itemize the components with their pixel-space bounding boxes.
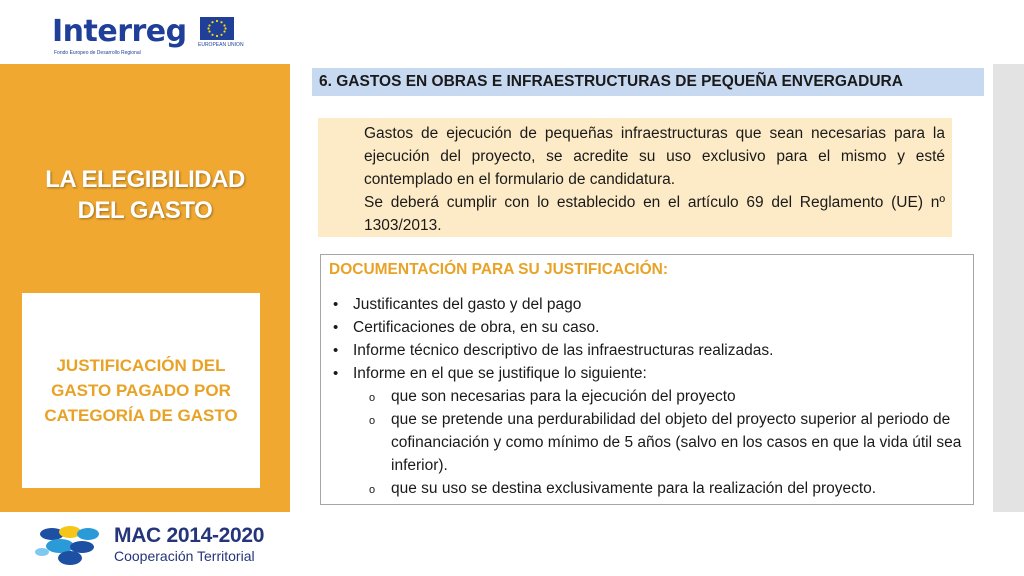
category-box <box>22 293 260 488</box>
panel-title-line1: LA ELEGIBILIDAD <box>45 166 245 193</box>
documentation-list <box>327 293 967 500</box>
description-paragraph-1: Gastos de ejecución de pequeñas infraestructuras que sean necesarias para la ejecución del proyecto, se acredite su uso exclusivo para el mismo y esté contemplado en el formulario de candidatura. <box>364 125 945 188</box>
mac-logo <box>30 520 270 570</box>
list-item <box>327 339 967 362</box>
description-box <box>318 118 952 237</box>
list-item <box>327 293 967 316</box>
eu-flag-icon <box>200 17 234 40</box>
program-subtitle: Cooperación Territorial <box>114 548 255 564</box>
list-item-text: Informe en el que se justifique lo siguiente: <box>353 365 647 382</box>
list-item-text: Justificantes del gasto y del pago <box>353 296 582 313</box>
circle-bullet-icon: o <box>369 484 376 496</box>
section-header: 6. GASTOS EN OBRAS E INFRAESTRUCTURAS DE PEQUEÑA ENVERGADURA <box>312 68 984 96</box>
sub-list-item-text: que son necesarias para la ejecución del proyecto <box>391 388 736 405</box>
category-line3: CATEGORÍA DE GASTO <box>44 406 238 425</box>
panel-title-line2: DEL GASTO <box>77 197 213 224</box>
bullet-icon: • <box>333 296 339 313</box>
left-panel <box>0 64 290 512</box>
category-line2: GASTO PAGADO POR <box>51 381 231 400</box>
sub-list-item-text: que su uso se destina exclusivamente para la realización del proyecto. <box>391 480 877 497</box>
program-title: MAC 2014-2020 <box>114 524 265 547</box>
sub-list-item <box>327 408 967 477</box>
bullet-icon: • <box>333 342 339 359</box>
sub-list-item <box>327 477 967 500</box>
list-item <box>327 316 967 339</box>
panel-title <box>20 164 270 226</box>
bullet-icon: • <box>333 365 339 382</box>
eu-caption: EUROPEAN UNION <box>198 42 244 48</box>
mac-emblem-icon <box>30 520 108 568</box>
circle-bullet-icon: o <box>369 392 376 404</box>
interreg-logo <box>52 14 252 60</box>
bullet-icon: • <box>333 319 339 336</box>
list-item-text: Certificaciones de obra, en su caso. <box>353 319 600 336</box>
documentation-box <box>320 254 974 505</box>
category-box-text <box>30 353 252 428</box>
documentation-title: DOCUMENTACIÓN PARA SU JUSTIFICACIÓN: <box>329 261 668 278</box>
list-item <box>327 362 967 385</box>
circle-bullet-icon: o <box>369 415 376 427</box>
description-text <box>364 122 945 237</box>
right-side-strip <box>993 64 1024 512</box>
sub-list-item-text: que se pretende una perdurabilidad del objeto del proyecto superior al periodo de cofinanciación y como mínimo de 5 años (salvo en los casos en que la vida útil sea inferior). <box>391 411 962 474</box>
interreg-logo-text: Interreg <box>52 14 187 49</box>
list-item-text: Informe técnico descriptivo de las infraestructuras realizadas. <box>353 342 774 359</box>
description-paragraph-2: Se deberá cumplir con lo establecido en el artículo 69 del Reglamento (UE) nº 1303/2013. <box>364 194 945 234</box>
interreg-logo-subtitle: Fondo Europeo de Desarrollo Regional <box>54 50 141 56</box>
sub-list-item <box>327 385 967 408</box>
category-line1: JUSTIFICACIÓN DEL <box>56 356 226 375</box>
